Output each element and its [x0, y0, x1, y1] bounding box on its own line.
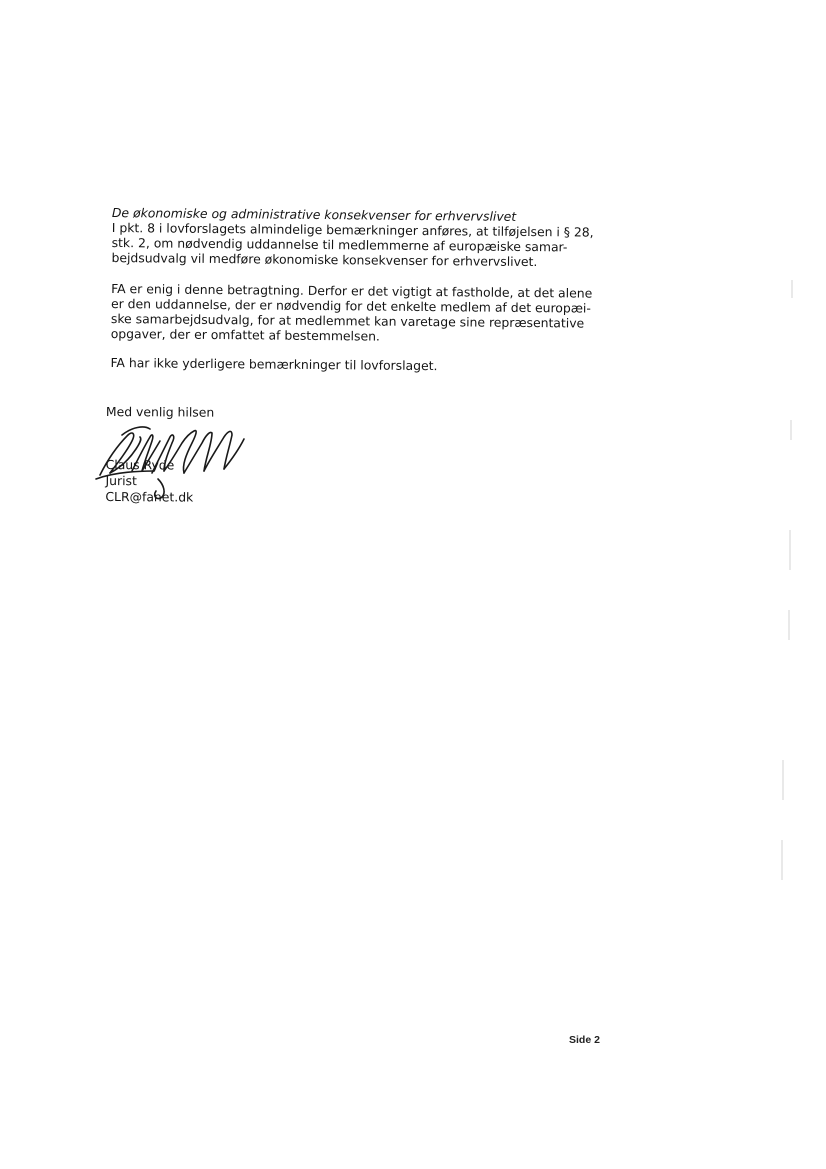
handwritten-signature [92, 413, 252, 503]
signer-title: Jurist [105, 472, 137, 489]
page-number: Side 2 [569, 1034, 600, 1046]
paragraph-line: FA har ikke yderligere bemærkninger til lovforslaget. [110, 354, 438, 374]
paragraph-line: bejdsudvalg vil medføre økonomiske konsekvenser for erhvervslivet. [111, 249, 538, 270]
letter-body [110, 205, 652, 375]
signer-name: Claus Ryde [105, 456, 175, 473]
paragraph-line: ske samarbejdsudvalg, for at medlemmet kan varetage sine repræsentative [110, 310, 585, 331]
scan-artifact [778, 280, 798, 900]
paragraph-line: FA er enig i denne betragtning. Derfor er det vigtigt at fastholde, at det alene [111, 280, 593, 301]
paragraph-line: er den uddannelse, der er nødvendig for det enkelte medlem af det europæi- [110, 295, 591, 316]
signer-email: CLR@fanet.dk [105, 488, 194, 505]
paragraph-line: I pkt. 8 i lovforslagets almindelige bemærkninger anføres, at tilføjelsen i § 28, [111, 219, 594, 240]
greeting: Med venlig hilsen [105, 404, 215, 420]
section-heading: De økonomiske og administrative konsekvenser for erhvervslivet [111, 205, 517, 224]
paragraph-1 [111, 220, 651, 270]
paragraph-2 [111, 281, 652, 346]
paragraph-line: stk. 2, om nødvendig uddannelse til medlemmerne af europæiske samar- [111, 234, 568, 255]
paragraph-line: opgaver, der er omfattet af bestemmelsen. [110, 325, 380, 344]
